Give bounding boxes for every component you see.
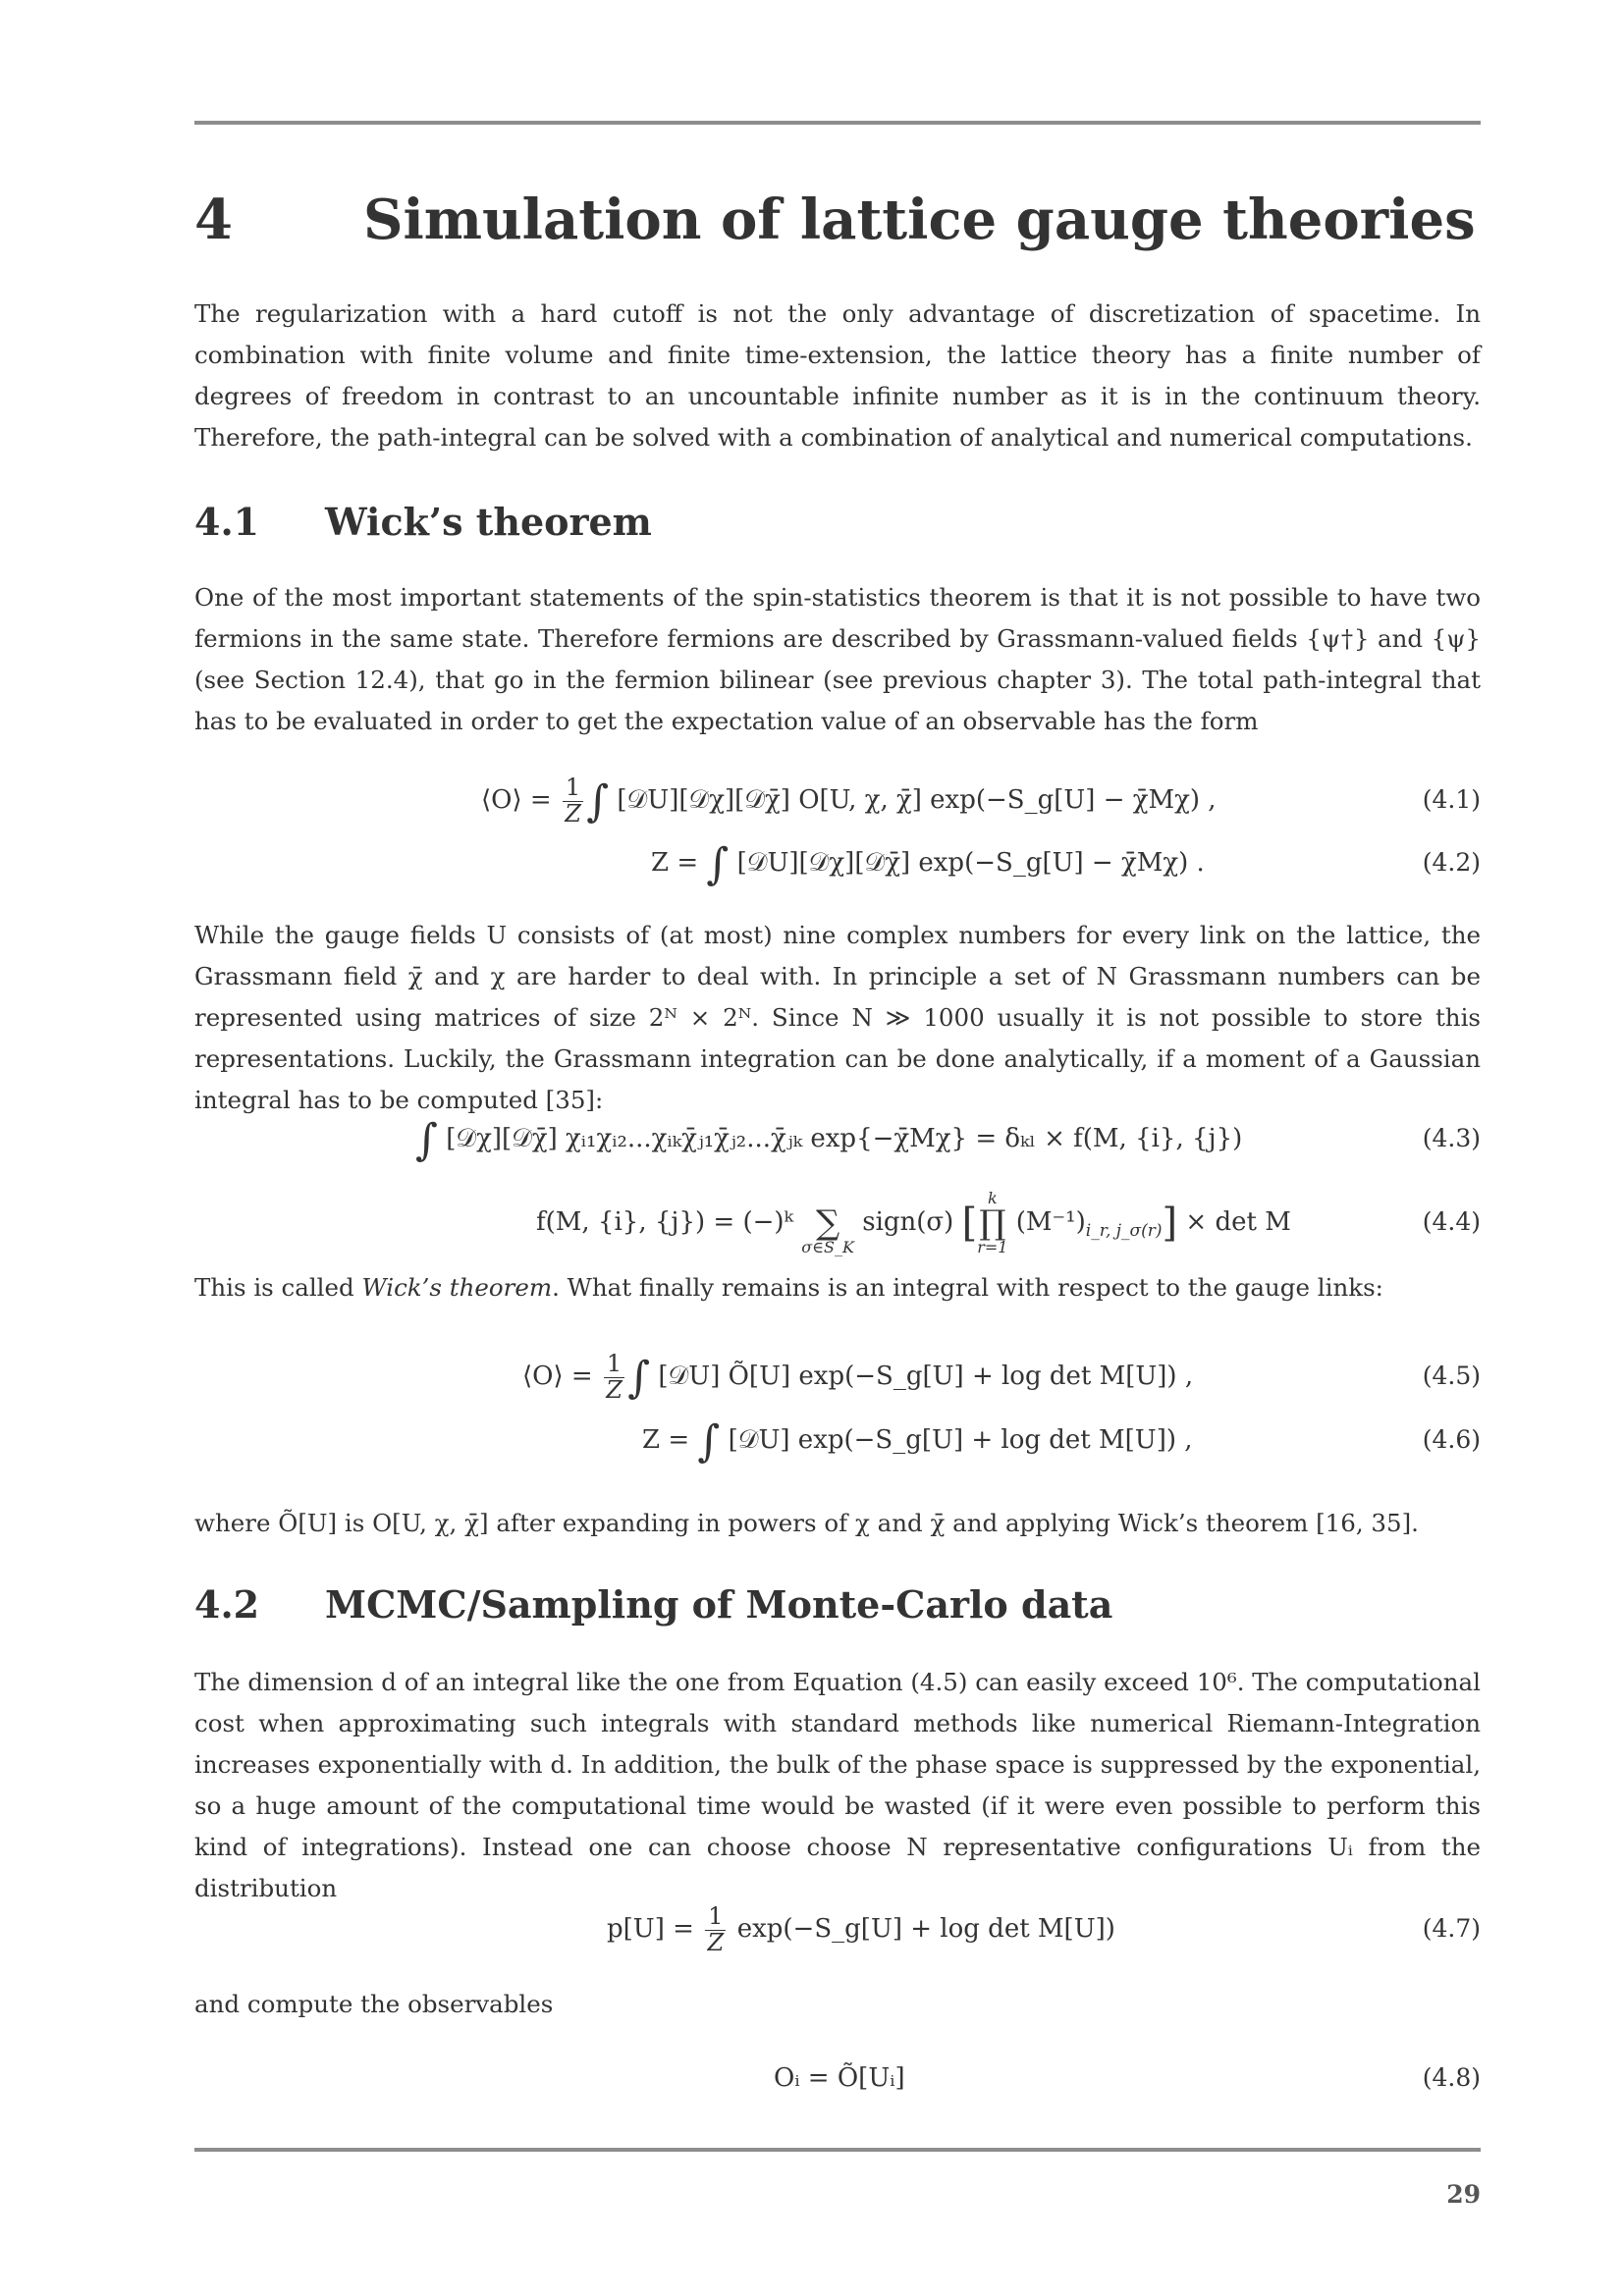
- equation-body: Oᵢ = Õ[Uᵢ]: [774, 2063, 905, 2093]
- equation-body: [607, 1899, 1115, 1958]
- equation-label: (4.8): [1422, 2063, 1481, 2092]
- equation-4-1: [194, 771, 1481, 829]
- sec1-paragraph-1: One of the most important statements of the spin-statistics theorem is that it is not possible to have two fermions in the same state. Therefore fermions are described by Grassmann-valued fields {ψ†} and {ψ} (see Section 12.4), that go in the fermion bilinear (see previous chapter 3). The total path-integral that has to be evaluated in order to get the expectation value of an observable has the form: [194, 583, 1481, 735]
- equation-label: (4.7): [1422, 1914, 1481, 1943]
- equation-body: [536, 1183, 1291, 1270]
- product-operator: [977, 1191, 1007, 1255]
- eq-rhs: [𝒟U] exp(−S_g[U] + log det M[U]) ,: [728, 1425, 1193, 1455]
- text-run: This is called: [194, 1273, 362, 1302]
- sum-symbol: ∑: [815, 1203, 840, 1243]
- fraction: [563, 775, 583, 826]
- sec2-paragraph-1: The dimension d of an integral like the one from Equation (4.5) can easily exceed 10⁶. The computational cost when approximating such integrals with standard methods like numerical Riemann-Integration increases exponentially with d. In addition, the bulk of the phase space is suppressed by the exponential, so a huge amount of the computational time would be wasted (if it were even possible to perform this kind of integrations). Instead one can choose choose N representative configurations Uᵢ from the distribution: [194, 1668, 1481, 1902]
- section-number: 4.1: [194, 500, 260, 544]
- fraction: [604, 1352, 624, 1402]
- eq-rhs: exp(−S_g[U] + log det M[U]): [736, 1914, 1115, 1944]
- sec1-paragraph-4: where Õ[U] is O[U, χ, χ̄] after expanding in powers of χ and χ̄ and applying Wick’s theorem [16, 35].: [194, 1509, 1419, 1537]
- equation-label: (4.1): [1422, 785, 1481, 814]
- chapter-title: Simulation of lattice gauge theories: [363, 187, 1476, 252]
- factor-subscript: i_r, j_σ(r): [1085, 1221, 1163, 1241]
- section-number: 4.2: [194, 1582, 260, 1627]
- eq-rhs: [𝒟U][𝒟χ][𝒟χ̄] exp(−S_g[U] − χ̄Mχ) .: [736, 848, 1205, 878]
- equation-label: (4.2): [1422, 848, 1481, 877]
- page-number: 29: [1446, 2180, 1481, 2209]
- equation-label: (4.4): [1422, 1207, 1481, 1236]
- equation-body: [415, 1109, 1242, 1168]
- equation-4-8: [194, 2049, 1481, 2108]
- text-run: . What finally remains is an integral with respect to the gauge links:: [552, 1273, 1383, 1302]
- denominator: Z: [565, 799, 581, 828]
- eq-rhs: [𝒟U][𝒟χ][𝒟χ̄] O[U, χ, χ̄] exp(−S_g[U] − χ̄Mχ) ,: [617, 785, 1217, 815]
- sign-term: sign(σ): [862, 1207, 954, 1237]
- equation-body: [651, 833, 1205, 892]
- eq-rhs: [𝒟U] Õ[U] exp(−S_g[U] + log det M[U]) ,: [658, 1362, 1194, 1391]
- equation-label: (4.3): [1422, 1124, 1481, 1152]
- prod-bottom: r=1: [977, 1238, 1008, 1256]
- numerator: 1: [563, 775, 583, 801]
- section-title: MCMC/Sampling of Monte-Carlo data: [325, 1582, 1113, 1627]
- eq-lhs: ⟨O⟩ =: [481, 785, 552, 815]
- equation-label: (4.5): [1422, 1362, 1481, 1390]
- integral-sign: ∫: [706, 839, 730, 889]
- numerator: 1: [604, 1352, 624, 1377]
- denominator: Z: [707, 1928, 725, 1956]
- eq-lhs: Z =: [642, 1425, 690, 1455]
- equation-4-3: [194, 1109, 1481, 1168]
- equation-body: [522, 1347, 1193, 1406]
- sum-bottom: σ∈S_K: [801, 1238, 854, 1256]
- sec1-paragraph-2: While the gauge fields U consists of (at most) nine complex numbers for every link on the lattice, the Grassmann field χ̄ and χ are harder to deal with. In principle a set of N Grassmann numbers can be represented using matrices of size 2ᴺ × 2ᴺ. Since N ≫ 1000 usually it is not possible to store this representations. Luckily, the Grassmann integration can be done analytically, if a moment of a Gaussian integral has to be computed [35]:: [194, 921, 1481, 1114]
- equation-body: [642, 1411, 1193, 1469]
- det-term: × det M: [1185, 1207, 1291, 1237]
- fraction: [705, 1904, 726, 1954]
- equation-4-4: [194, 1183, 1481, 1261]
- integral-sign: ∫: [627, 1353, 651, 1403]
- inverse-factor: (M⁻¹): [1015, 1207, 1086, 1237]
- equation-4-6: [194, 1411, 1481, 1469]
- sec1-paragraph-3: [194, 1267, 1481, 1308]
- equation-4-7: [194, 1899, 1481, 1958]
- equation-4-2: [194, 833, 1481, 892]
- section-title: Wick’s theorem: [325, 500, 652, 544]
- equation-label: (4.6): [1422, 1425, 1481, 1454]
- top-rule: [194, 121, 1481, 125]
- emphasis-text: Wick’s theorem: [361, 1273, 553, 1302]
- sum-operator: [801, 1191, 854, 1255]
- equation-body: [481, 771, 1217, 829]
- sec2-paragraph-2: and compute the observables: [194, 1990, 554, 2018]
- prod-top: k: [987, 1189, 998, 1207]
- section-4-1-heading: [194, 500, 652, 544]
- eq-lhs: f(M, {i}, {j}) = (−)ᵏ: [536, 1207, 794, 1237]
- eq-lhs: p[U] =: [607, 1914, 694, 1944]
- equation-4-5: [194, 1347, 1481, 1406]
- denominator: Z: [606, 1375, 623, 1404]
- bracket-open: [: [961, 1201, 978, 1246]
- prod-symbol: ∏: [979, 1203, 1006, 1243]
- bracket-close: ]: [1162, 1201, 1178, 1246]
- intro-paragraph: The regularization with a hard cutoff is not the only advantage of discretization of spacetime. In combination with finite volume and finite time-extension, the lattice theory has a finite number of degrees of freedom in contrast to an uncountable infinite number as it is in the continuum theory. Therefore, the path-integral can be solved with a combination of analytical and numerical computations.: [194, 299, 1481, 452]
- chapter-number: 4: [194, 187, 233, 252]
- numerator: 1: [705, 1904, 726, 1930]
- eq-lhs: ⟨O⟩ =: [522, 1362, 593, 1391]
- integral-sign: ∫: [697, 1416, 721, 1467]
- integral-sign: ∫: [415, 1115, 438, 1165]
- eq-rhs: [𝒟χ][𝒟χ̄] χᵢ₁χᵢ₂...χᵢₖχ̄ⱼ₁χ̄ⱼ₂...χ̄ⱼₖ exp{−χ̄Mχ} = δₖₗ × f(M, {i}, {j}): [446, 1124, 1243, 1153]
- eq-lhs: Z =: [651, 848, 699, 878]
- chapter-heading: [194, 187, 1476, 252]
- section-4-2-heading: [194, 1582, 1113, 1627]
- bottom-rule: [194, 2148, 1481, 2152]
- integral-sign: ∫: [586, 776, 610, 827]
